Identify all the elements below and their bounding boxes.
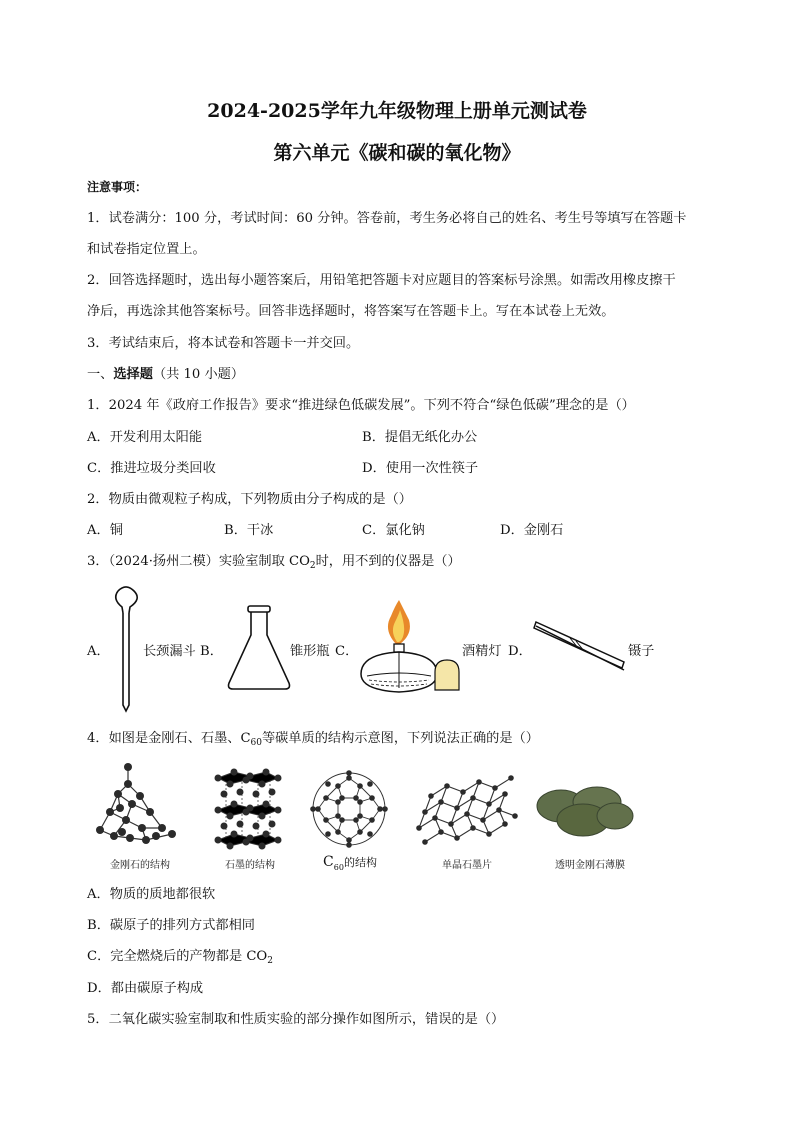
notice-heading: 注意事项： <box>87 180 148 194</box>
q1-option-a: A．开发利用太阳能 <box>87 430 203 445</box>
q2-option-d: D．金刚石 <box>500 523 564 538</box>
graphite-structure-icon <box>212 768 284 850</box>
q4-option-a: A．物质的质地都很软 <box>87 887 216 902</box>
diamond-film-icon <box>535 782 635 842</box>
q3-option-c-name: 酒精灯 <box>462 644 502 659</box>
q3-option-b-name: 锥形瓶 <box>290 644 330 659</box>
notice-item-2-line-1: 2．回答选择题时，选出每小题答案后，用铅笔把答题卡对应题目的答案标号涂黑。如需改用橡皮擦干 <box>87 273 676 288</box>
q3-option-a-name: 长颈漏斗 <box>143 644 196 659</box>
q3-stem-subscript: 2 <box>309 561 316 571</box>
q3-stem-text-end: 时，用不到的仪器是（） <box>315 554 461 569</box>
section-name: 选择题 <box>113 367 153 382</box>
q2-option-a: A．铜 <box>87 523 123 538</box>
q4-option-c-text: C．完全燃烧后的产物都是 CO <box>87 949 268 964</box>
tweezers-icon <box>530 618 630 678</box>
section-heading <box>87 363 244 382</box>
q1-option-d: D．使用一次性筷子 <box>362 461 479 476</box>
q5-stem: 5．二氧化碳实验室制取和性质实验的部分操作如图所示，错误的是（） <box>87 1012 505 1027</box>
q4-option-c-subscript: 2 <box>267 956 273 966</box>
caption-c60-subscript: 60 <box>333 863 344 872</box>
q1-stem: 1．2024 年《政府工作报告》要求“推进绿色低碳发展”。下列不符合“绿色低碳”理念的是（） <box>87 398 635 413</box>
c60-structure-icon <box>310 770 388 848</box>
q2-option-c: C．氯化钠 <box>362 523 425 538</box>
diamond-structure-icon <box>92 762 184 852</box>
caption-graphene: 单晶石墨片 <box>442 860 492 871</box>
q4-stem-text-end: 等碳单质的结构示意图，下列说法正确的是（） <box>262 731 539 746</box>
q4-option-c <box>87 945 273 966</box>
notice-item-2-line-2: 净后，再选涂其他答案标号。回答非选择题时，将答案写在答题卡上。写在本试卷上无效。 <box>87 304 615 319</box>
q1-option-c: C．推进垃圾分类回收 <box>87 461 216 476</box>
caption-graphite: 石墨的结构 <box>225 860 275 871</box>
q4-option-d: D．都由碳原子构成 <box>87 981 204 996</box>
section-prefix: 一、 <box>87 367 114 382</box>
conical-flask-icon <box>225 605 295 691</box>
q1-option-b: B．提倡无纸化办公 <box>362 430 478 445</box>
caption-diamond: 金刚石的结构 <box>110 860 170 871</box>
q3-option-c-letter: C． <box>335 644 359 659</box>
q4-stem-subscript: 60 <box>250 738 262 748</box>
q4-stem-text: 4．如图是金刚石、石墨、C <box>87 731 251 746</box>
long-neck-funnel-icon <box>108 585 148 715</box>
caption-c60-letter: C <box>323 854 334 870</box>
q2-option-b: B．干冰 <box>224 523 274 538</box>
notice-item-3: 3．考试结束后，将本试卷和答题卡一并交回。 <box>87 336 360 351</box>
caption-c60-text: 的结构 <box>343 856 377 869</box>
page-title: 2024-2025学年九年级物理上册单元测试卷 <box>207 100 587 122</box>
q3-option-d-letter: D． <box>508 644 532 659</box>
page-subtitle: 第六单元《碳和碳的氧化物》 <box>273 142 521 164</box>
q3-option-b-letter: B． <box>200 644 223 659</box>
graphene-sheet-icon <box>415 768 519 850</box>
notice-item-1-line-2: 和试卷指定位置上。 <box>87 242 206 257</box>
q3-stem <box>87 550 461 571</box>
alcohol-lamp-icon <box>355 600 470 695</box>
notice-item-1-line-1: 1．试卷满分：100 分，考试时间：60 分钟。答卷前，考生务必将自己的姓名、考生号等填写在答题卡 <box>87 211 687 226</box>
section-suffix: （共 10 小题） <box>152 367 245 382</box>
q4-option-b: B．碳原子的排列方式都相同 <box>87 918 255 933</box>
q3-option-a-letter: A． <box>87 644 110 659</box>
caption-diamond-film: 透明金刚石薄膜 <box>555 860 625 871</box>
q4-stem <box>87 727 539 748</box>
q3-option-d-name: 镊子 <box>628 644 655 659</box>
caption-c60 <box>310 854 390 872</box>
q2-stem: 2．物质由微观粒子构成，下列物质由分子构成的是（） <box>87 492 412 507</box>
q3-stem-text: 3．（2024·扬州二模）实验室制取 CO <box>87 554 310 569</box>
